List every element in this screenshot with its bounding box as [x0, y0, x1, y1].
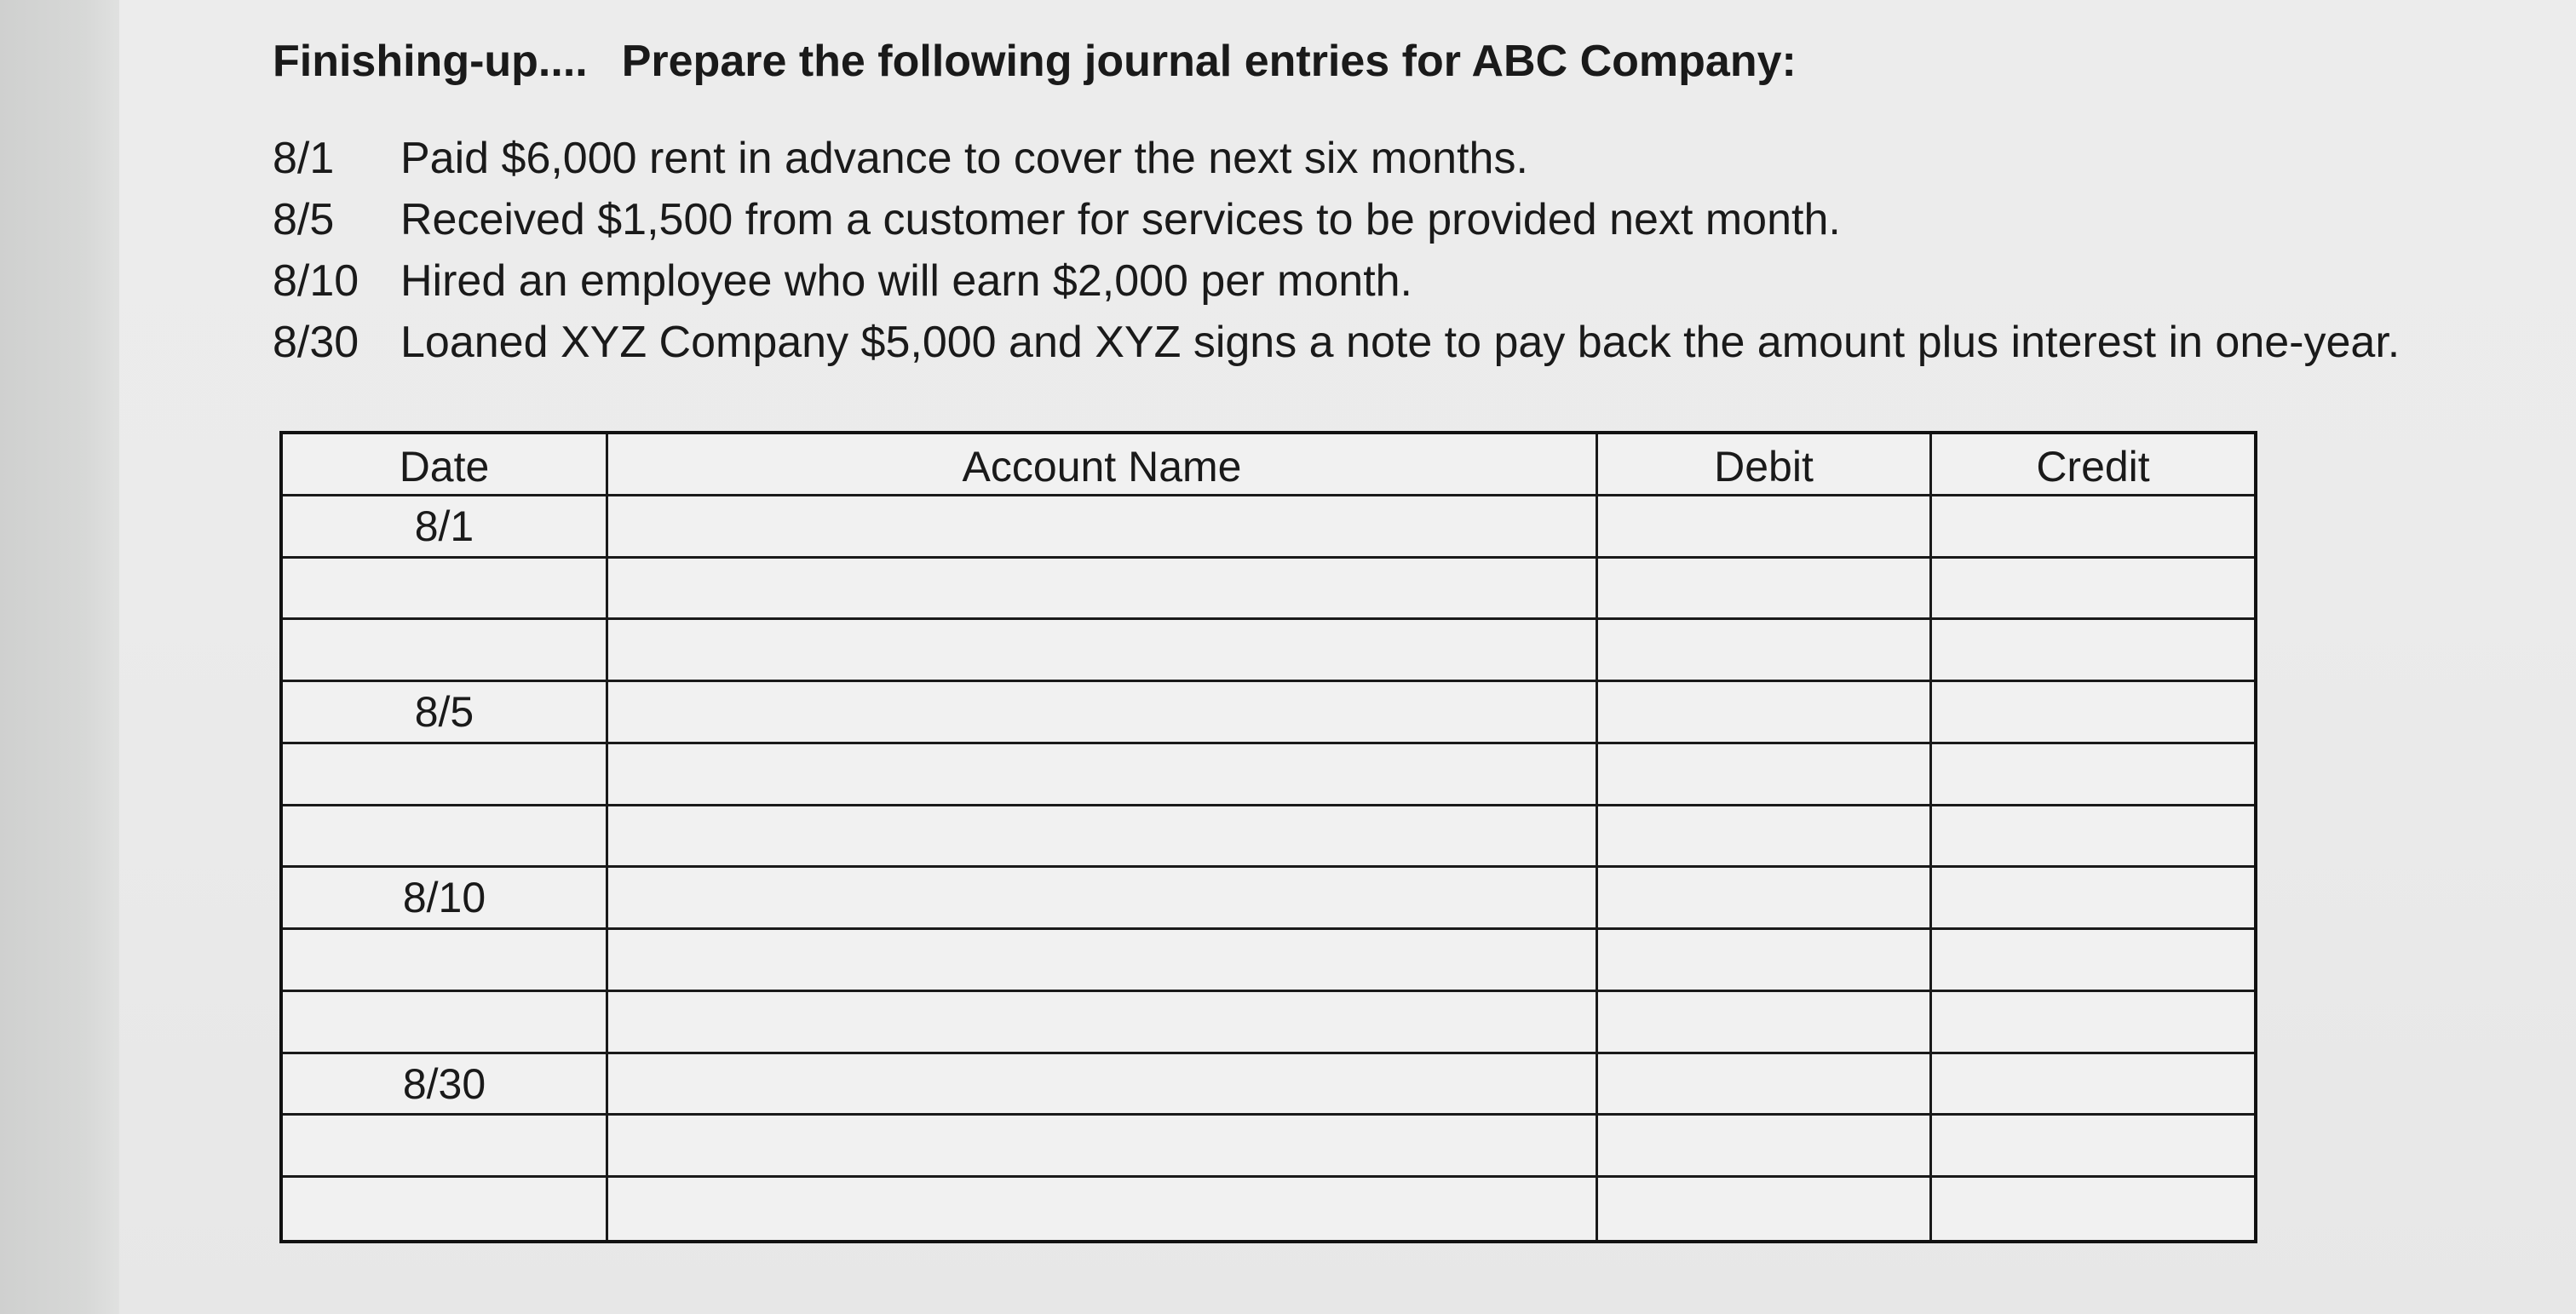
account-name-cell[interactable]: [608, 992, 1598, 1054]
transaction-description: Loaned XYZ Company $5,000 and XYZ signs a note to pay back the amount plus interest in one-year.: [400, 318, 2401, 367]
account-name-cell[interactable]: [608, 1054, 1598, 1116]
account-name-cell[interactable]: [608, 1116, 1598, 1178]
credit-cell[interactable]: [1932, 868, 2254, 930]
transaction-date: 8/10: [273, 256, 359, 306]
debit-cell[interactable]: [1598, 1116, 1932, 1178]
debit-cell[interactable]: [1598, 744, 1932, 806]
date-cell[interactable]: 8/1: [283, 496, 608, 559]
date-cell[interactable]: 8/10: [283, 868, 608, 930]
credit-cell[interactable]: [1932, 930, 2254, 992]
transaction-item: [273, 312, 2400, 373]
debit-cell[interactable]: [1598, 992, 1932, 1054]
account-name-cell[interactable]: [608, 682, 1598, 744]
debit-cell[interactable]: [1598, 930, 1932, 992]
transaction-description: Received $1,500 from a customer for services to be provided next month.: [400, 195, 1841, 244]
date-cell[interactable]: 8/5: [283, 682, 608, 744]
debit-cell[interactable]: [1598, 496, 1932, 559]
header-debit: Debit: [1598, 434, 1932, 496]
header-date: Date: [283, 434, 608, 496]
transaction-date: 8/5: [273, 195, 335, 244]
credit-cell[interactable]: [1932, 682, 2254, 744]
account-name-cell[interactable]: [608, 744, 1598, 806]
credit-cell[interactable]: [1932, 496, 2254, 559]
journal-entry-table: [279, 431, 2257, 1243]
account-name-cell[interactable]: [608, 496, 1598, 559]
heading-prefix: Finishing-up....: [273, 37, 588, 86]
account-name-cell[interactable]: [608, 868, 1598, 930]
debit-cell[interactable]: [1598, 868, 1932, 930]
debit-cell[interactable]: [1598, 559, 1932, 621]
account-name-cell[interactable]: [608, 559, 1598, 621]
credit-cell[interactable]: [1932, 620, 2254, 682]
transaction-description: Paid $6,000 rent in advance to cover the next six months.: [400, 134, 1528, 183]
credit-cell[interactable]: [1932, 559, 2254, 621]
date-cell[interactable]: [283, 1178, 608, 1240]
transaction-list: [273, 128, 2400, 373]
credit-cell[interactable]: [1932, 806, 2254, 869]
debit-cell[interactable]: [1598, 682, 1932, 744]
transaction-item: [273, 250, 2400, 312]
date-cell[interactable]: [283, 992, 608, 1054]
page-edge-background: [0, 0, 119, 1314]
account-name-cell[interactable]: [608, 806, 1598, 869]
date-cell[interactable]: [283, 620, 608, 682]
debit-cell[interactable]: [1598, 1178, 1932, 1240]
header-credit: Credit: [1932, 434, 2254, 496]
date-cell[interactable]: [283, 744, 608, 806]
debit-cell[interactable]: [1598, 806, 1932, 869]
account-name-cell[interactable]: [608, 1178, 1598, 1240]
date-cell[interactable]: [283, 559, 608, 621]
debit-cell[interactable]: [1598, 1054, 1932, 1116]
account-name-cell[interactable]: [608, 930, 1598, 992]
worksheet-heading: [273, 36, 1797, 87]
transaction-item: [273, 189, 2400, 250]
account-name-cell[interactable]: [608, 620, 1598, 682]
date-cell[interactable]: [283, 1116, 608, 1178]
credit-cell[interactable]: [1932, 744, 2254, 806]
heading-title: Prepare the following journal entries for ABC Company:: [621, 37, 1797, 86]
date-cell[interactable]: [283, 930, 608, 992]
date-cell[interactable]: [283, 806, 608, 869]
header-account-name: Account Name: [608, 434, 1598, 496]
debit-cell[interactable]: [1598, 620, 1932, 682]
credit-cell[interactable]: [1932, 1054, 2254, 1116]
date-cell[interactable]: 8/30: [283, 1054, 608, 1116]
transaction-description: Hired an employee who will earn $2,000 per month.: [400, 256, 1413, 306]
credit-cell[interactable]: [1932, 992, 2254, 1054]
transaction-item: [273, 128, 2400, 189]
credit-cell[interactable]: [1932, 1116, 2254, 1178]
transaction-date: 8/1: [273, 134, 335, 183]
transaction-date: 8/30: [273, 318, 359, 367]
credit-cell[interactable]: [1932, 1178, 2254, 1240]
